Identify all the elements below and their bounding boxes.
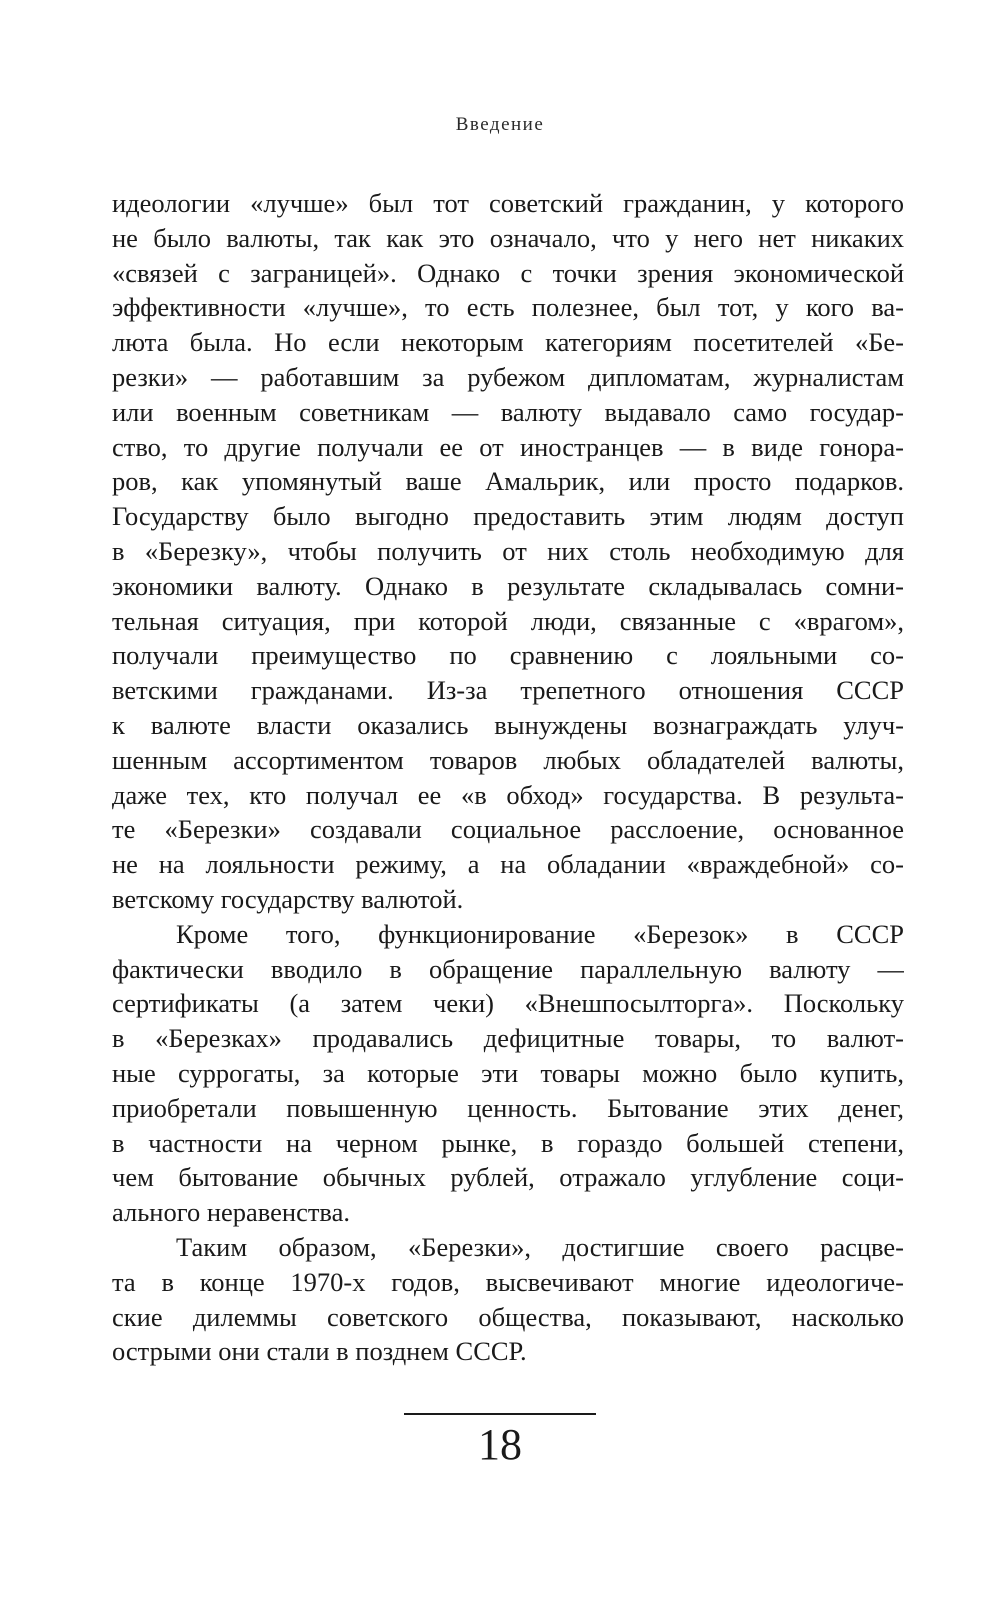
text-line: к валюте власти оказались вынуждены вознаграждать улуч- xyxy=(112,709,904,740)
text-line: в «Березку», чтобы получить от них столь необходимую для xyxy=(112,535,904,566)
text-line: идеологии «лучше» был тот советский гражданин, у которого xyxy=(112,188,904,218)
text-line: шенным ассортиментом товаров любых обладателей валюты, xyxy=(112,744,904,775)
text-line: тельная ситуация, при которой люди, связанные с «врагом», xyxy=(112,605,904,636)
text-line: или военным советникам — валюту выдавало само государ- xyxy=(112,396,904,427)
text-line: та в конце 1970-х годов, высвечивают многие идеологиче- xyxy=(112,1266,904,1297)
text-line: острыми они стали в позднем СССР. xyxy=(112,1336,527,1367)
text-line: получали преимущество по сравнению с лояльными со- xyxy=(112,640,904,671)
text-line: Кроме того, функционирование «Березок» в СССР xyxy=(176,918,904,949)
text-line: экономики валюту. Однако в результате складывалась сомни- xyxy=(112,570,904,601)
text-line: эффективности «лучше», то есть полезнее, был тот, у кого ва- xyxy=(112,292,904,323)
footer-rule xyxy=(404,1413,596,1415)
text-line: ство, то другие получали ее от иностранцев — в виде гонора- xyxy=(112,431,904,462)
text-line: резки» — работавшим за рубежом дипломатам, журналистам xyxy=(112,361,904,392)
text-line: ального неравенства. xyxy=(112,1197,350,1228)
text-line: чем бытование обычных рублей, отражало углубление соци- xyxy=(112,1162,904,1193)
text-line: приобретали повышенную ценность. Бытование этих денег, xyxy=(112,1092,904,1123)
text-line: ские дилеммы советского общества, показывают, насколько xyxy=(112,1301,904,1332)
body-text xyxy=(112,186,904,1369)
page-number: 18 xyxy=(478,1420,522,1469)
text-line: в «Березках» продавались дефицитные товары, то валют- xyxy=(112,1023,904,1054)
text-line: Государству было выгодно предоставить этим людям доступ xyxy=(112,501,904,532)
text-line: не было валюты, так как это означало, что у него нет никаких xyxy=(112,222,904,253)
running-head: Введение xyxy=(455,114,545,135)
text-line: фактически вводило в обращение параллельную валюту — xyxy=(112,953,904,984)
text-line: ные суррогаты, за которые эти товары можно было купить, xyxy=(112,1057,904,1088)
text-line: сертификаты (а затем чеки) «Внешпосылторга». Поскольку xyxy=(112,988,904,1019)
paragraph xyxy=(112,1230,904,1369)
text-line: те «Березки» создавали социальное расслоение, основанное xyxy=(112,814,904,845)
text-line: ров, как упомянутый ваше Амальрик, или просто подарков. xyxy=(112,466,904,497)
text-line: Таким образом, «Березки», достигшие своего расцве- xyxy=(176,1231,904,1262)
text-line: ветскому государству валютой. xyxy=(112,883,464,914)
text-line: в частности на черном рынке, в гораздо большей степени, xyxy=(112,1127,904,1158)
text-line: «связей с заграницей». Однако с точки зрения экономической xyxy=(112,257,904,288)
paragraph xyxy=(112,917,904,1230)
text-line: даже тех, кто получал ее «в обход» государства. В результа- xyxy=(112,779,904,810)
text-line: ветскими гражданами. Из-за трепетного отношения СССР xyxy=(112,675,904,706)
paragraph xyxy=(112,186,904,917)
text-line: люта была. Но если некоторым категориям посетителей «Бе- xyxy=(112,327,904,358)
text-line: не на лояльности режиму, а на обладании «враждебной» со- xyxy=(112,849,904,880)
